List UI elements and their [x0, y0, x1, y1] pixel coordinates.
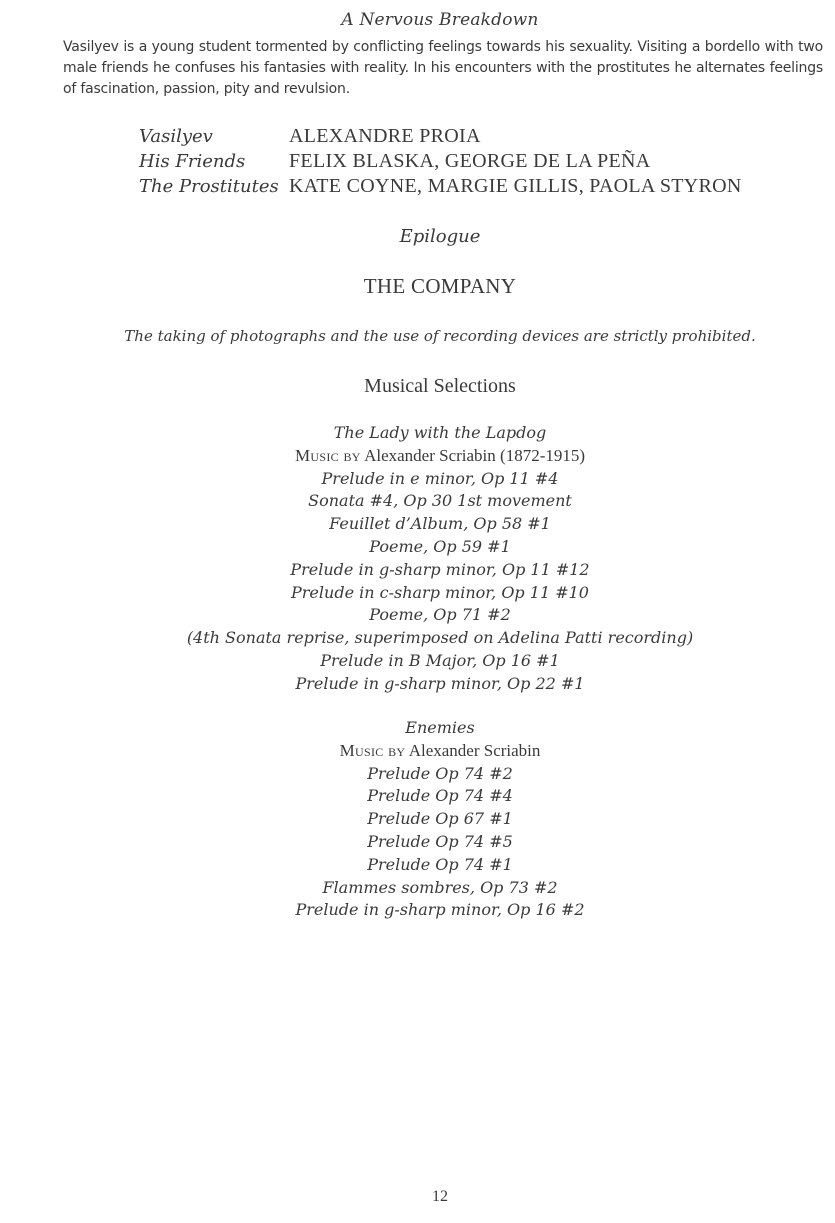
music-by-label: Music by: [294, 445, 361, 465]
cast-role: The Prostitutes: [139, 176, 279, 197]
epilogue-performers: THE COMPANY: [363, 274, 517, 298]
piece-item: Poeme, Op 59 #1: [369, 536, 511, 556]
musical-selections-heading: Musical Selections: [364, 375, 516, 397]
piece-item: Prelude in g-sharp minor, Op 16 #2: [295, 900, 585, 920]
epilogue-title: Epilogue: [399, 226, 481, 247]
cast-names: KATE COYNE, MARGIE GILLIS, PAOLA STYRON: [289, 175, 742, 197]
piece-item: Prelude in c-sharp minor, Op 11 #10: [291, 582, 589, 602]
section-title: A Nervous Breakdown: [341, 10, 539, 30]
work-title: Enemies: [405, 718, 475, 737]
recording-notice: The taking of photographs and the use of recording devices are strictly prohibited.: [124, 327, 756, 345]
cast-role: His Friends: [139, 151, 246, 172]
piece-item: Feuillet d’Album, Op 58 #1: [329, 514, 551, 534]
page-number: 12: [432, 1188, 448, 1205]
piece-item: Prelude Op 74 #2: [367, 763, 513, 783]
piece-item: Prelude Op 74 #4: [367, 786, 513, 806]
work-block-lapdog: [0, 422, 835, 696]
piece-item: Prelude in e minor, Op 11 #4: [321, 468, 559, 488]
piece-item: Poeme, Op 71 #2: [369, 605, 511, 625]
composer-name: Alexander Scriabin: [408, 740, 541, 760]
piece-item: (4th Sonata reprise, superimposed on Adelina Patti recording): [186, 628, 694, 648]
piece-item: Prelude Op 74 #5: [367, 831, 513, 851]
piece-item: Flammes sombres, Op 73 #2: [322, 877, 558, 897]
cast-names: ALEXANDRE PROIA: [289, 125, 481, 147]
synopsis-paragraph: Vasilyev is a young student tormented by conflicting feelings towards his sexuality. Visiting a bordello with two male friends he confuses his fantasies with reality. In his encounters with the prostitutes he alternates feelings of fascination, passion, pity and revulsion.: [63, 39, 823, 97]
piece-item: Prelude Op 74 #1: [367, 854, 513, 874]
cast-row: [139, 174, 819, 199]
composer-name: Alexander Scriabin (1872-1915): [364, 445, 586, 465]
cast-names: FELIX BLASKA, GEORGE DE LA PEÑA: [289, 150, 651, 172]
piece-item: Sonata #4, Op 30 1st movement: [308, 491, 572, 511]
piece-item: Prelude in g-sharp minor, Op 22 #1: [295, 673, 585, 693]
work-block-enemies: [0, 717, 835, 922]
music-by-label: Music by: [339, 740, 406, 760]
cast-list: [139, 124, 819, 199]
cast-row: [139, 149, 819, 174]
cast-role: Vasilyev: [139, 126, 213, 147]
composer-line: [0, 445, 835, 468]
piece-item: Prelude in B Major, Op 16 #1: [320, 650, 560, 670]
composer-line: [0, 740, 835, 763]
work-title: The Lady with the Lapdog: [333, 423, 547, 442]
piece-item: Prelude Op 67 #1: [367, 809, 513, 829]
piece-item: Prelude in g-sharp minor, Op 11 #12: [290, 559, 590, 579]
cast-row: [139, 124, 819, 149]
